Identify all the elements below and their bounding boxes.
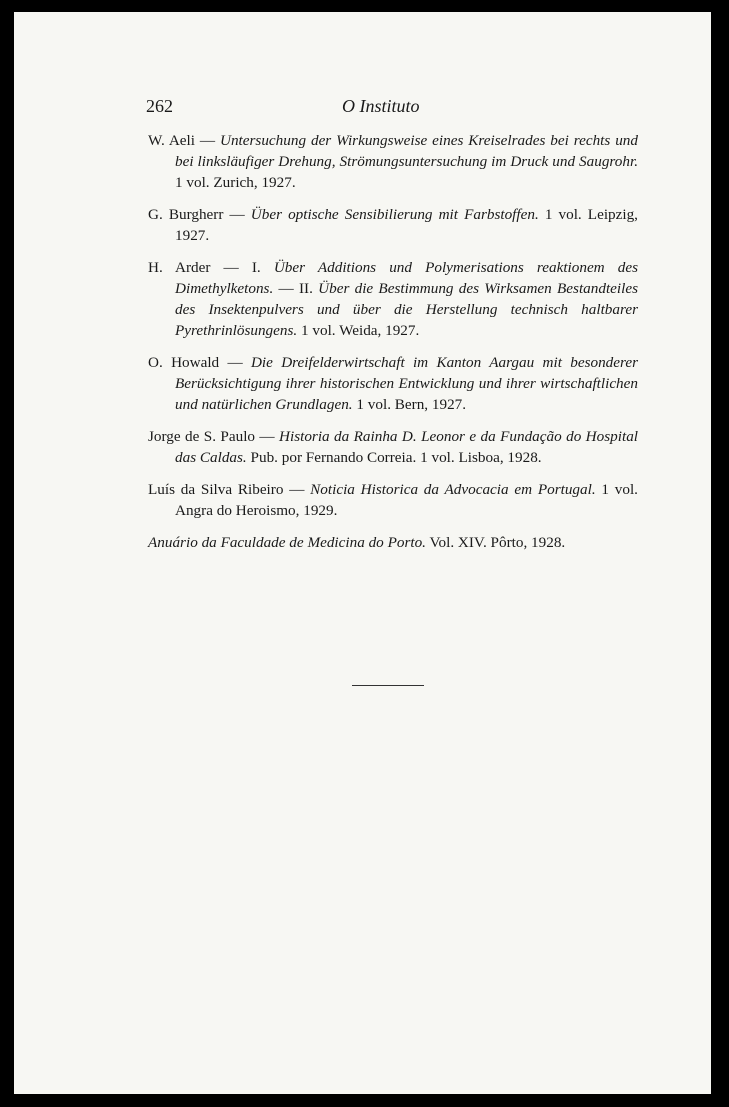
entry-separator: —: [223, 206, 251, 223]
running-title: O Instituto: [342, 96, 420, 116]
entry-title: Historia da Rainha D. Leonor e da Fundação do Hospital das Caldas.: [175, 428, 639, 466]
entry-details: 1 vol. Angra do Heroismo, 1929.: [175, 481, 638, 519]
entry-part-label: I.: [251, 259, 274, 276]
entry-title: Anuário da Faculdade de Medicina do Porto.: [148, 534, 426, 551]
entry-details: 1 vol. Zurich, 1927.: [175, 174, 296, 191]
bibliography-entry: [148, 532, 638, 553]
entry-author: W. Aeli: [148, 132, 195, 149]
entry-separator: —: [283, 481, 311, 498]
bibliography-list: [148, 130, 638, 564]
entry-separator: —: [219, 354, 251, 371]
bibliography-entry: [148, 130, 638, 193]
section-divider: [352, 685, 424, 686]
entry-separator: —: [255, 428, 280, 445]
bibliography-entry: [148, 204, 638, 246]
bibliography-entry: [148, 426, 638, 468]
entry-separator: —: [194, 132, 220, 149]
entry-details: 1 vol. Leipzig, 1927.: [175, 206, 638, 244]
entry-part-label: — II.: [273, 280, 319, 297]
entry-details: Vol. XIV. Pôrto, 1928.: [425, 534, 566, 551]
book-page: [14, 12, 711, 1094]
entry-author: H. Arder: [148, 259, 211, 276]
entry-title: Über Additions und Polymerisations reaktionem des Dimethylketons.: [175, 259, 639, 297]
bibliography-entry: [148, 352, 638, 415]
entry-details: 1 vol. Weida, 1927.: [297, 322, 420, 339]
entry-author: G. Burgherr: [148, 206, 224, 223]
entry-details: Pub. por Fernando Correia. 1 vol. Lisboa, 1928.: [246, 449, 542, 466]
entry-title-2: Über die Bestimmung des Wirksamen Bestandteiles des Insektenpulvers und über die Herstellung technisch haltbarer Pyrethrinlösungens.: [175, 280, 638, 339]
entry-separator: —: [210, 259, 252, 276]
entry-author: Luís da Silva Ribeiro: [148, 481, 284, 498]
entry-title: Noticia Historica da Advocacia em Portugal.: [310, 481, 596, 498]
entry-title: Untersuchung der Wirkungsweise eines Kreiselrades bei rechts und bei linksläufiger Drehung, Strömungsuntersuchung im Druck und Saugrohr.: [175, 132, 638, 170]
entry-title: Die Dreifelderwirtschaft im Kanton Aargau mit besonderer Berücksichtigung ihrer historischen Entwicklung und ihrer wirtschaftlichen und natürlichen Grundlagen.: [175, 354, 638, 413]
entry-author: Jorge de S. Paulo: [148, 428, 256, 445]
page-header: [146, 96, 636, 120]
entry-details: 1 vol. Bern, 1927.: [352, 396, 467, 413]
page-number: 262: [146, 96, 173, 116]
bibliography-entry: [148, 257, 638, 341]
entry-title: Über optische Sensibilierung mit Farbstoffen.: [250, 206, 539, 223]
entry-author: O. Howald: [148, 354, 220, 371]
bibliography-entry: [148, 479, 638, 521]
